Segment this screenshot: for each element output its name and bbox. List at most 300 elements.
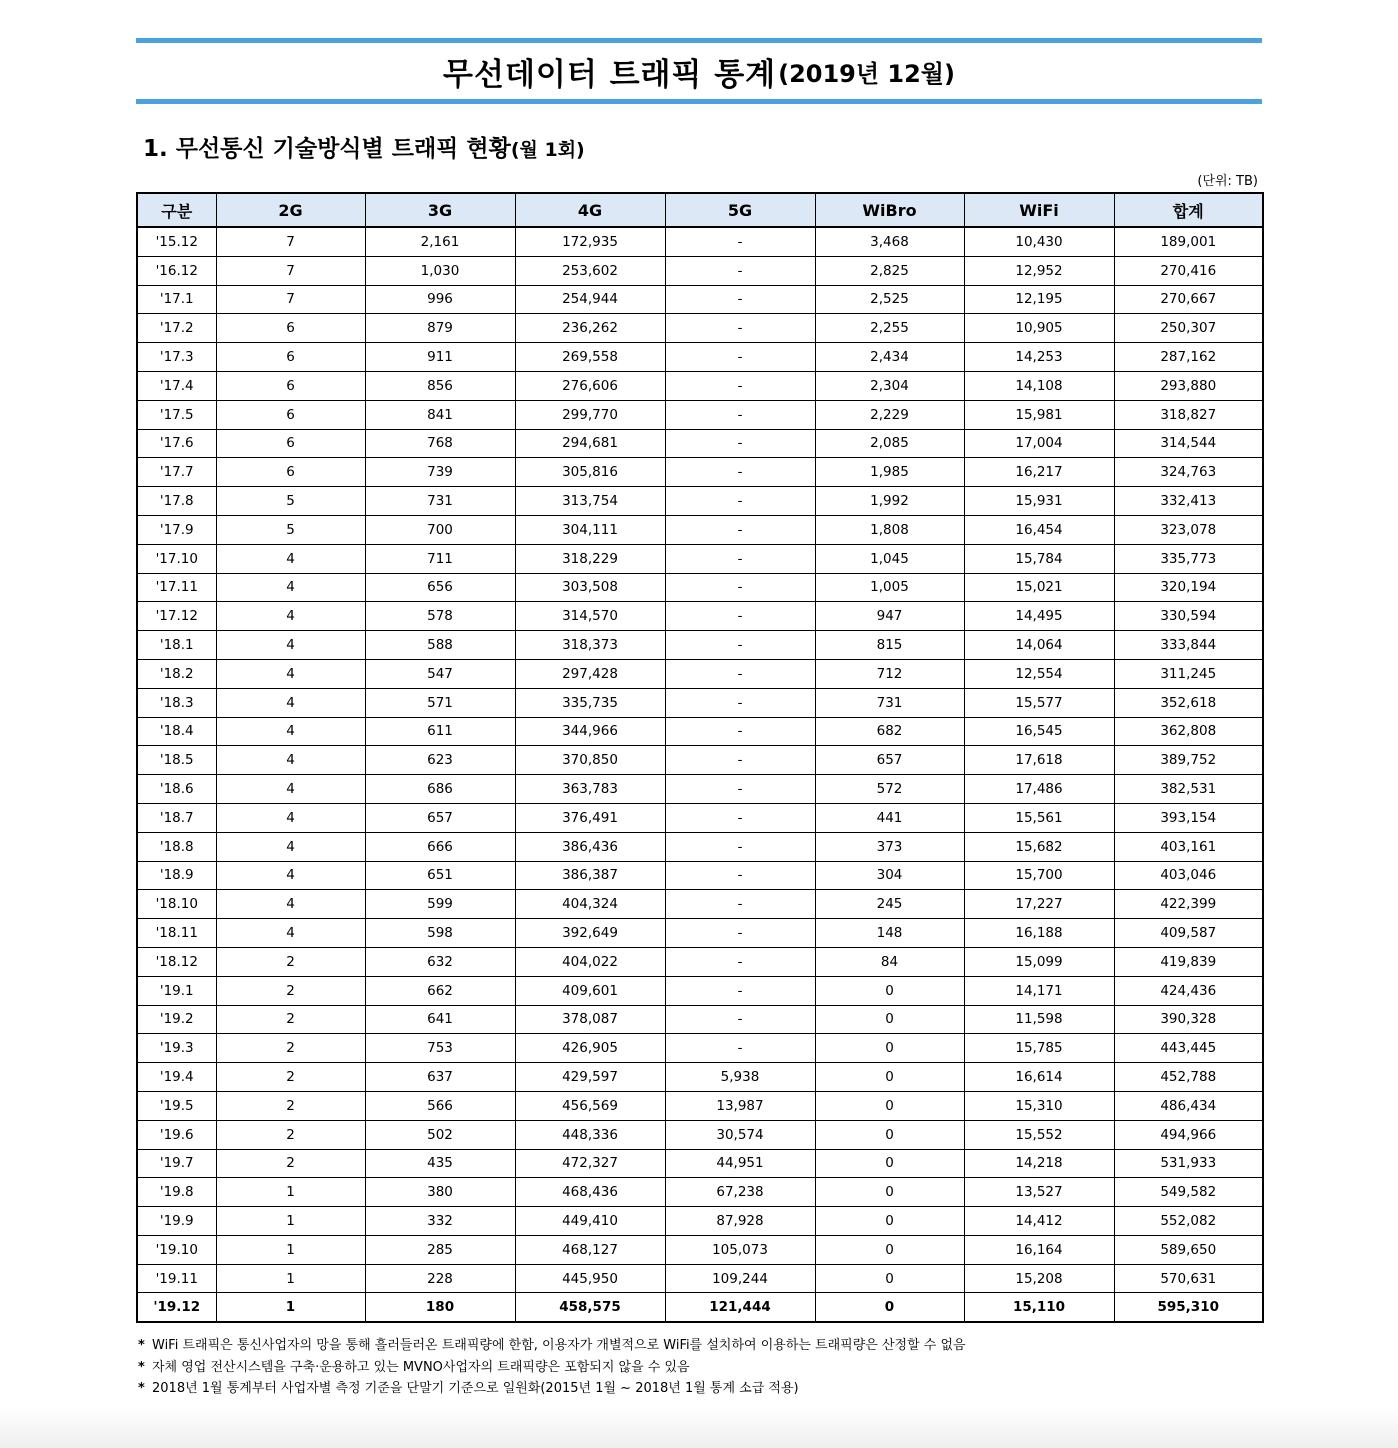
table-cell: 403,161 xyxy=(1114,832,1263,861)
table-row xyxy=(137,429,1263,458)
table-cell: 4 xyxy=(216,803,365,832)
table-cell: 2 xyxy=(216,1120,365,1149)
row-period-cell: '15.12 xyxy=(137,227,216,256)
column-header: 5G xyxy=(665,193,815,227)
column-header: 3G xyxy=(365,193,515,227)
table-cell: 16,188 xyxy=(964,919,1114,948)
table-cell: 429,597 xyxy=(515,1063,665,1092)
table-cell: 15,561 xyxy=(964,803,1114,832)
table-cell: - xyxy=(665,227,815,256)
table-cell: 2 xyxy=(216,1034,365,1063)
table-cell: 2,229 xyxy=(815,400,964,429)
table-row xyxy=(137,1091,1263,1120)
table-cell: 662 xyxy=(365,976,515,1005)
table-cell: 172,935 xyxy=(515,227,665,256)
row-period-cell: '18.12 xyxy=(137,947,216,976)
table-cell: 12,554 xyxy=(964,659,1114,688)
table-cell: - xyxy=(665,861,815,890)
table-cell: - xyxy=(665,602,815,631)
column-header: WiBro xyxy=(815,193,964,227)
table-cell: 0 xyxy=(815,1149,964,1178)
column-header: 구분 xyxy=(137,193,216,227)
table-cell: 17,004 xyxy=(964,429,1114,458)
table-cell: 996 xyxy=(365,285,515,314)
table-cell: 657 xyxy=(365,803,515,832)
table-cell: 458,575 xyxy=(515,1293,665,1322)
page-title-period: (2019년 12월) xyxy=(778,59,955,88)
table-cell: 6 xyxy=(216,429,365,458)
table-cell: - xyxy=(665,947,815,976)
table-cell: 15,110 xyxy=(964,1293,1114,1322)
table-cell: 189,001 xyxy=(1114,227,1263,256)
table-cell: 443,445 xyxy=(1114,1034,1263,1063)
table-cell: 6 xyxy=(216,371,365,400)
table-row xyxy=(137,688,1263,717)
table-cell: - xyxy=(665,544,815,573)
table-cell: - xyxy=(665,717,815,746)
table-cell: 14,495 xyxy=(964,602,1114,631)
table-cell: 6 xyxy=(216,343,365,372)
table-cell: 390,328 xyxy=(1114,1005,1263,1034)
table-cell: 686 xyxy=(365,775,515,804)
table-cell: 595,310 xyxy=(1114,1293,1263,1322)
table-cell: 270,416 xyxy=(1114,256,1263,285)
table-cell: 422,399 xyxy=(1114,890,1263,919)
row-period-cell: '16.12 xyxy=(137,256,216,285)
table-cell: 1,005 xyxy=(815,573,964,602)
column-header: WiFi xyxy=(964,193,1114,227)
table-cell: 16,217 xyxy=(964,458,1114,487)
table-cell: 10,430 xyxy=(964,227,1114,256)
table-row xyxy=(137,371,1263,400)
table-cell: 637 xyxy=(365,1063,515,1092)
table-cell: 299,770 xyxy=(515,400,665,429)
table-row xyxy=(137,659,1263,688)
table-cell: 393,154 xyxy=(1114,803,1263,832)
table-cell: 12,952 xyxy=(964,256,1114,285)
table-cell: - xyxy=(665,256,815,285)
table-cell: 15,682 xyxy=(964,832,1114,861)
table-cell: 841 xyxy=(365,400,515,429)
table-row xyxy=(137,602,1263,631)
table-cell: 4 xyxy=(216,919,365,948)
table-cell: 2,255 xyxy=(815,314,964,343)
table-cell: 148 xyxy=(815,919,964,948)
table-cell: 641 xyxy=(365,1005,515,1034)
table-cell: 16,614 xyxy=(964,1063,1114,1092)
table-cell: 0 xyxy=(815,1034,964,1063)
table-cell: 15,700 xyxy=(964,861,1114,890)
table-cell: 380 xyxy=(365,1178,515,1207)
footnote xyxy=(138,1378,966,1400)
table-cell: 547 xyxy=(365,659,515,688)
table-cell: 657 xyxy=(815,746,964,775)
table-row xyxy=(137,861,1263,890)
table-cell: 0 xyxy=(815,1293,964,1322)
table-row xyxy=(137,890,1263,919)
row-period-cell: '19.8 xyxy=(137,1178,216,1207)
table-cell: - xyxy=(665,515,815,544)
table-cell: 5 xyxy=(216,515,365,544)
row-period-cell: '18.4 xyxy=(137,717,216,746)
table-cell: 245 xyxy=(815,890,964,919)
footnote xyxy=(138,1357,966,1379)
table-cell: 456,569 xyxy=(515,1091,665,1120)
footnote xyxy=(138,1335,966,1357)
table-cell: 311,245 xyxy=(1114,659,1263,688)
table-cell: 228 xyxy=(365,1264,515,1293)
table-cell: 1 xyxy=(216,1207,365,1236)
section-title-text: 1. 무선통신 기술방식별 트래픽 현황 xyxy=(143,136,511,162)
table-row xyxy=(137,746,1263,775)
table-cell: 666 xyxy=(365,832,515,861)
table-cell: 11,598 xyxy=(964,1005,1114,1034)
table-cell: 1,808 xyxy=(815,515,964,544)
table-row xyxy=(137,1207,1263,1236)
column-header: 합계 xyxy=(1114,193,1263,227)
table-row xyxy=(137,285,1263,314)
table-cell: - xyxy=(665,1005,815,1034)
row-period-cell: '18.5 xyxy=(137,746,216,775)
table-cell: - xyxy=(665,746,815,775)
table-cell: 13,987 xyxy=(665,1091,815,1120)
table-cell: 318,373 xyxy=(515,631,665,660)
table-cell: 7 xyxy=(216,285,365,314)
table-cell: - xyxy=(665,976,815,1005)
row-period-cell: '17.8 xyxy=(137,487,216,516)
table-row xyxy=(137,1149,1263,1178)
row-period-cell: '17.1 xyxy=(137,285,216,314)
table-cell: 4 xyxy=(216,746,365,775)
table-cell: 753 xyxy=(365,1034,515,1063)
table-cell: 731 xyxy=(815,688,964,717)
table-row xyxy=(137,314,1263,343)
table-cell: 0 xyxy=(815,1207,964,1236)
table-cell: 426,905 xyxy=(515,1034,665,1063)
table-cell: 10,905 xyxy=(964,314,1114,343)
row-period-cell: '17.6 xyxy=(137,429,216,458)
table-cell: 611 xyxy=(365,717,515,746)
title-bar xyxy=(136,38,1262,104)
table-cell: 0 xyxy=(815,1005,964,1034)
table-cell: 570,631 xyxy=(1114,1264,1263,1293)
table-row xyxy=(137,573,1263,602)
table-row xyxy=(137,515,1263,544)
table-cell: 4 xyxy=(216,544,365,573)
table-cell: 4 xyxy=(216,832,365,861)
table-cell: 4 xyxy=(216,631,365,660)
table-cell: 599 xyxy=(365,890,515,919)
table-header-row xyxy=(137,193,1263,227)
row-period-cell: '17.5 xyxy=(137,400,216,429)
table-cell: 468,436 xyxy=(515,1178,665,1207)
table-cell: 589,650 xyxy=(1114,1235,1263,1264)
row-period-cell: '17.9 xyxy=(137,515,216,544)
row-period-cell: '19.12 xyxy=(137,1293,216,1322)
table-row xyxy=(137,1005,1263,1034)
row-period-cell: '19.3 xyxy=(137,1034,216,1063)
table-cell: 712 xyxy=(815,659,964,688)
table-cell: 879 xyxy=(365,314,515,343)
table-cell: 409,601 xyxy=(515,976,665,1005)
table-cell: 236,262 xyxy=(515,314,665,343)
table-cell: 2,825 xyxy=(815,256,964,285)
table-cell: 14,064 xyxy=(964,631,1114,660)
row-period-cell: '19.6 xyxy=(137,1120,216,1149)
traffic-table xyxy=(136,192,1264,1323)
table-cell: 435 xyxy=(365,1149,515,1178)
table-cell: 947 xyxy=(815,602,964,631)
table-cell: 2,161 xyxy=(365,227,515,256)
table-cell: 285 xyxy=(365,1235,515,1264)
table-cell: 448,336 xyxy=(515,1120,665,1149)
table-cell: 324,763 xyxy=(1114,458,1263,487)
page-title: 무선데이터 트래픽 통계 xyxy=(443,56,777,93)
table-cell: 378,087 xyxy=(515,1005,665,1034)
table-row xyxy=(137,775,1263,804)
table-cell: 1,045 xyxy=(815,544,964,573)
table-cell: 294,681 xyxy=(515,429,665,458)
table-cell: 2,085 xyxy=(815,429,964,458)
row-period-cell: '19.10 xyxy=(137,1235,216,1264)
table-cell: 486,434 xyxy=(1114,1091,1263,1120)
table-cell: 320,194 xyxy=(1114,573,1263,602)
table-cell: 1 xyxy=(216,1293,365,1322)
table-cell: 2 xyxy=(216,947,365,976)
table-cell: 4 xyxy=(216,890,365,919)
table-cell: 4 xyxy=(216,659,365,688)
row-period-cell: '17.11 xyxy=(137,573,216,602)
table-row xyxy=(137,803,1263,832)
table-cell: 313,754 xyxy=(515,487,665,516)
table-cell: 739 xyxy=(365,458,515,487)
table-cell: 571 xyxy=(365,688,515,717)
table-cell: 2 xyxy=(216,1063,365,1092)
table-cell: - xyxy=(665,371,815,400)
table-row xyxy=(137,544,1263,573)
table-cell: 373 xyxy=(815,832,964,861)
table-cell: 297,428 xyxy=(515,659,665,688)
table-cell: 30,574 xyxy=(665,1120,815,1149)
table-cell: - xyxy=(665,573,815,602)
row-period-cell: '18.11 xyxy=(137,919,216,948)
table-cell: 16,164 xyxy=(964,1235,1114,1264)
table-cell: 335,773 xyxy=(1114,544,1263,573)
table-cell: 4 xyxy=(216,688,365,717)
table-cell: 441 xyxy=(815,803,964,832)
table-cell: 2,434 xyxy=(815,343,964,372)
table-cell: 14,253 xyxy=(964,343,1114,372)
table-cell: - xyxy=(665,659,815,688)
table-cell: 13,527 xyxy=(964,1178,1114,1207)
table-cell: 17,618 xyxy=(964,746,1114,775)
table-cell: 269,558 xyxy=(515,343,665,372)
table-cell: 468,127 xyxy=(515,1235,665,1264)
table-cell: 344,966 xyxy=(515,717,665,746)
table-cell: 452,788 xyxy=(1114,1063,1263,1092)
table-cell: 270,667 xyxy=(1114,285,1263,314)
table-cell: 549,582 xyxy=(1114,1178,1263,1207)
table-cell: 363,783 xyxy=(515,775,665,804)
table-cell: 2,525 xyxy=(815,285,964,314)
table-cell: 352,618 xyxy=(1114,688,1263,717)
table-cell: 2,304 xyxy=(815,371,964,400)
table-cell: 656 xyxy=(365,573,515,602)
table-cell: - xyxy=(665,400,815,429)
table-row xyxy=(137,400,1263,429)
notes xyxy=(138,1335,966,1400)
unit-label: (단위: TB) xyxy=(1197,174,1258,189)
table-cell: 332,413 xyxy=(1114,487,1263,516)
table-cell: 5 xyxy=(216,487,365,516)
table-cell: 682 xyxy=(815,717,964,746)
table-row xyxy=(137,1264,1263,1293)
table-cell: 1 xyxy=(216,1264,365,1293)
row-period-cell: '17.2 xyxy=(137,314,216,343)
table-cell: 1,992 xyxy=(815,487,964,516)
table-cell: 700 xyxy=(365,515,515,544)
table-cell: 911 xyxy=(365,343,515,372)
table-cell: 572 xyxy=(815,775,964,804)
table-cell: 651 xyxy=(365,861,515,890)
row-period-cell: '18.9 xyxy=(137,861,216,890)
table-cell: 0 xyxy=(815,1120,964,1149)
row-period-cell: '17.12 xyxy=(137,602,216,631)
table-row xyxy=(137,227,1263,256)
table-cell: 6 xyxy=(216,314,365,343)
table-cell: 304,111 xyxy=(515,515,665,544)
table-row xyxy=(137,631,1263,660)
table-cell: 2 xyxy=(216,1149,365,1178)
table-cell: - xyxy=(665,631,815,660)
table-cell: 17,227 xyxy=(964,890,1114,919)
table-cell: 4 xyxy=(216,573,365,602)
table-cell: 566 xyxy=(365,1091,515,1120)
table-row xyxy=(137,1235,1263,1264)
table-cell: - xyxy=(665,285,815,314)
row-period-cell: '17.3 xyxy=(137,343,216,372)
table-cell: 67,238 xyxy=(665,1178,815,1207)
table-cell: 0 xyxy=(815,1235,964,1264)
row-period-cell: '19.1 xyxy=(137,976,216,1005)
row-period-cell: '17.10 xyxy=(137,544,216,573)
table-cell: 253,602 xyxy=(515,256,665,285)
table-cell: 314,544 xyxy=(1114,429,1263,458)
table-cell: 7 xyxy=(216,256,365,285)
table-cell: 376,491 xyxy=(515,803,665,832)
table-cell: 15,784 xyxy=(964,544,1114,573)
footnote-text: WiFi 트래픽은 통신사업자의 망을 통해 흘러들러온 트래픽량에 한함, 이용자가 개별적으로 WiFi를 설치하여 이용하는 트래픽량은 산정할 수 없음 xyxy=(152,1338,966,1353)
table-cell: 87,928 xyxy=(665,1207,815,1236)
table-cell: 180 xyxy=(365,1293,515,1322)
table-cell: 768 xyxy=(365,429,515,458)
table-cell: 303,508 xyxy=(515,573,665,602)
table-cell: 0 xyxy=(815,1091,964,1120)
table-cell: 16,454 xyxy=(964,515,1114,544)
table-cell: 711 xyxy=(365,544,515,573)
table-cell: 409,587 xyxy=(1114,919,1263,948)
table-cell: 7 xyxy=(216,227,365,256)
table-cell: - xyxy=(665,343,815,372)
table-cell: 588 xyxy=(365,631,515,660)
table-cell: 14,412 xyxy=(964,1207,1114,1236)
table-cell: 17,486 xyxy=(964,775,1114,804)
table-cell: 4 xyxy=(216,717,365,746)
table-row xyxy=(137,976,1263,1005)
table-cell: 424,436 xyxy=(1114,976,1263,1005)
table-row xyxy=(137,256,1263,285)
table-cell: 15,981 xyxy=(964,400,1114,429)
table-cell: 623 xyxy=(365,746,515,775)
table-cell: 362,808 xyxy=(1114,717,1263,746)
column-header: 4G xyxy=(515,193,665,227)
table-cell: 494,966 xyxy=(1114,1120,1263,1149)
table-cell: - xyxy=(665,775,815,804)
table-cell: 254,944 xyxy=(515,285,665,314)
table-row xyxy=(137,947,1263,976)
table-row xyxy=(137,343,1263,372)
row-period-cell: '19.9 xyxy=(137,1207,216,1236)
table-cell: 632 xyxy=(365,947,515,976)
table-cell: 1,985 xyxy=(815,458,964,487)
table-cell: 856 xyxy=(365,371,515,400)
table-cell: 0 xyxy=(815,976,964,1005)
table-cell: - xyxy=(665,314,815,343)
table-cell: 1,030 xyxy=(365,256,515,285)
table-cell: 335,735 xyxy=(515,688,665,717)
row-period-cell: '17.4 xyxy=(137,371,216,400)
table-cell: 121,444 xyxy=(665,1293,815,1322)
table-cell: 276,606 xyxy=(515,371,665,400)
table-cell: - xyxy=(665,890,815,919)
table-cell: 332 xyxy=(365,1207,515,1236)
table-cell: 109,244 xyxy=(665,1264,815,1293)
table-cell: - xyxy=(665,429,815,458)
table-cell: 15,577 xyxy=(964,688,1114,717)
table-cell: 404,324 xyxy=(515,890,665,919)
table-cell: 14,218 xyxy=(964,1149,1114,1178)
table-cell: - xyxy=(665,832,815,861)
table-cell: 6 xyxy=(216,458,365,487)
table-cell: 2 xyxy=(216,976,365,1005)
footnote-marker: * xyxy=(138,1338,145,1353)
table-cell: 4 xyxy=(216,775,365,804)
table-cell: 389,752 xyxy=(1114,746,1263,775)
table-row xyxy=(137,1178,1263,1207)
table-row xyxy=(137,487,1263,516)
table-row xyxy=(137,717,1263,746)
row-period-cell: '19.2 xyxy=(137,1005,216,1034)
table-cell: 314,570 xyxy=(515,602,665,631)
table-row xyxy=(137,1063,1263,1092)
table-cell: 14,108 xyxy=(964,371,1114,400)
table-cell: 14,171 xyxy=(964,976,1114,1005)
row-period-cell: '18.10 xyxy=(137,890,216,919)
table-cell: 304 xyxy=(815,861,964,890)
table-cell: 287,162 xyxy=(1114,343,1263,372)
footnote-marker: * xyxy=(138,1359,145,1375)
table-cell: 16,545 xyxy=(964,717,1114,746)
page-bottom-shade xyxy=(0,1408,1398,1448)
table-cell: 330,594 xyxy=(1114,602,1263,631)
footnote-text: 자체 영업 전산시스템을 구축·운용하고 있는 MVNO사업자의 트래픽량은 포함되지 않을 수 있음 xyxy=(152,1359,690,1375)
table-cell: 0 xyxy=(815,1264,964,1293)
row-period-cell: '19.5 xyxy=(137,1091,216,1120)
table-cell: 4 xyxy=(216,602,365,631)
table-cell: - xyxy=(665,688,815,717)
table-cell: 0 xyxy=(815,1063,964,1092)
table-cell: - xyxy=(665,803,815,832)
